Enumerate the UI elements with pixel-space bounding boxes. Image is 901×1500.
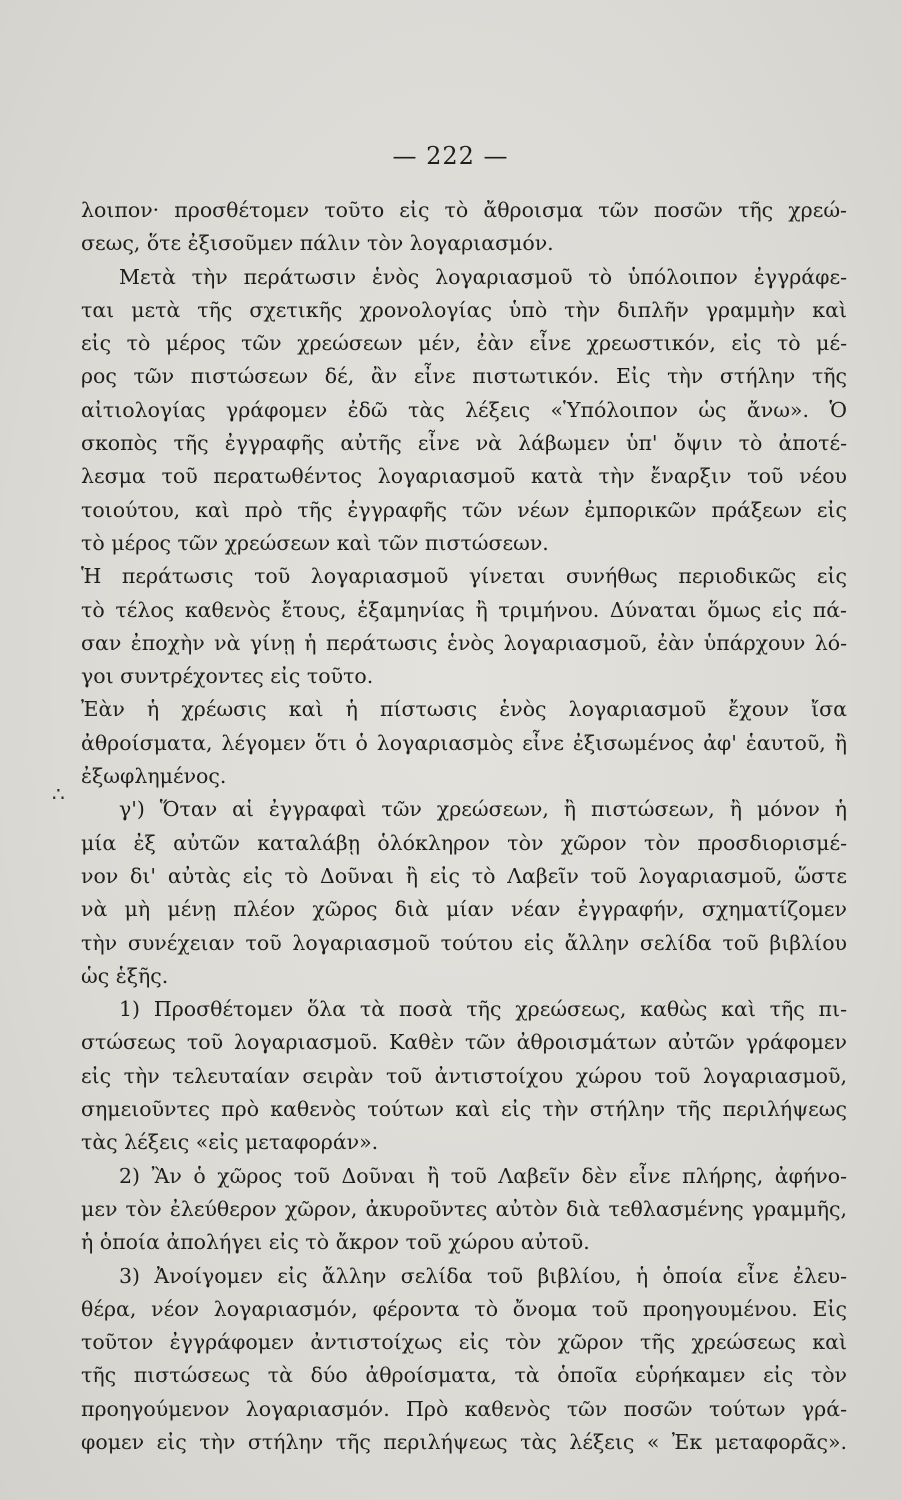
text-line: ὡς ἑξῆς.	[81, 963, 169, 988]
text-line: λοιπον· προσθέτομεν τοῦτο εἰς τὸ ἄθροισμα τῶν ποσῶν τῆς χρεώ-	[81, 198, 847, 222]
text-line: στώσεως τοῦ λογαριασμοῦ. Καθὲν τῶν ἀθροισμάτων αὐτῶν γράφομεν	[81, 1030, 847, 1055]
text-line: εἰς τὴν τελευταίαν σειρὰν τοῦ ἀντιστοίχου χώρου τοῦ λογαριασμοῦ,	[81, 1063, 847, 1088]
text-line: 1) Προσθέτομεν ὅλα τὰ ποσὰ τῆς χρεώσεως, καθὼς καὶ τῆς πι-	[119, 997, 847, 1022]
text-line: Ἡ περάτωσις τοῦ λογαριασμοῦ γίνεται συνήθως περιοδικῶς εἰς	[81, 564, 847, 589]
text-line: νον δι' αὐτὰς εἰς τὸ Δοῦναι ἢ εἰς τὸ Λαβεῖν τοῦ λογαριασμοῦ, ὥστε	[81, 863, 847, 888]
text-line: 3) Ἀνοίγομεν εἰς ἄλλην σελίδα τοῦ βιβλίου, ἡ ὁποία εἶνε ἐλευ-	[119, 1263, 847, 1288]
text-line: σκοπὸς τῆς ἐγγραφῆς αὐτῆς εἶνε νὰ λάβωμεν ὑπ' ὄψιν τὸ ἀποτέ-	[81, 431, 847, 456]
text-line: εἰς τὸ μέρος τῶν χρεώσεων μέν, ἐὰν εἶνε χρεωστικόν, εἰς τὸ μέ-	[81, 331, 847, 356]
text-line: μία ἐξ αὐτῶν καταλάβῃ ὁλόκληρον τὸν χῶρον τὸν προσδιορισμέ-	[81, 830, 847, 855]
text-line: σημειοῦντες πρὸ καθενὸς τούτων καὶ εἰς τὴν στήλην τῆς περιλήψεως	[81, 1097, 847, 1122]
text-line: Μετὰ τὴν περάτωσιν ἑνὸς λογαριασμοῦ τὸ ὑπόλοιπον ἐγγράφε-	[119, 264, 847, 289]
text-line: 2) Ἂν ὁ χῶρος τοῦ Δοῦναι ἢ τοῦ Λαβεῖν δὲν εἶνε πλήρης, ἀφήνο-	[119, 1163, 847, 1188]
text-line: ἐξωφλημένος.	[81, 764, 227, 789]
text-line: γ') Ὅταν αἱ ἐγγραφαὶ τῶν χρεώσεων, ἢ πιστώσεων, ἢ μόνον ἡ	[119, 797, 847, 822]
text-line: θέρα, νέον λογαριασμόν, φέροντα τὸ ὄνομα τοῦ προηγουμένου. Εἰς	[81, 1296, 847, 1321]
text-line: νὰ μὴ μένῃ πλέον χῶρος διὰ μίαν νέαν ἐγγραφήν, σχηματίζομεν	[81, 897, 847, 922]
text-line: σεως, ὅτε ἐξισοῦμεν πάλιν τὸν λογαριασμόν.	[81, 231, 554, 256]
text-line: προηγούμενον λογαριασμόν. Πρὸ καθενὸς τῶν ποσῶν τούτων γρά-	[81, 1396, 847, 1421]
text-line: λεσμα τοῦ περατωθέντος λογαριασμοῦ κατὰ τὴν ἔναρξιν τοῦ νέου	[81, 464, 847, 489]
text-line: τοῦτον ἐγγράφομεν ἀντιστοίχως εἰς τὸν χῶρον τῆς χρεώσεως καὶ	[81, 1330, 847, 1355]
text-line: μεν τὸν ἐλεύθερον χῶρον, ἀκυροῦντες αὐτὸν διὰ τεθλασμένης γραμμῆς,	[81, 1196, 847, 1221]
text-line: τῆς πιστώσεως τὰ δύο ἀθροίσματα, τὰ ὁποῖα εὑρήκαμεν εἰς τὸν	[81, 1363, 847, 1388]
text-line: τὸ τέλος καθενὸς ἔτους, ἑξαμηνίας ἢ τριμήνου. Δύναται ὅμως εἰς πά-	[81, 597, 847, 622]
text-line: φομεν εἰς τὴν στήλην τῆς περιλήψεως τὰς λέξεις « Ἐκ μεταφορᾶς».	[81, 1429, 847, 1454]
text-line: τοιούτου, καὶ πρὸ τῆς ἐγγραφῆς τῶν νέων ἐμπορικῶν πράξεων εἰς	[81, 497, 847, 522]
text-line: ται μετὰ τῆς σχετικῆς χρονολογίας ὑπὸ τὴν διπλῆν γραμμὴν καὶ	[81, 297, 847, 322]
text-line: αἰτιολογίας γράφομεν ἐδῶ τὰς λέξεις «Ὑπόλοιπον ὡς ἄνω». Ὁ	[81, 397, 847, 422]
text-line: ρος τῶν πιστώσεων δέ, ἂν εἶνε πιστωτικόν. Εἰς τὴν στήλην τῆς	[81, 364, 847, 389]
text-line: τὴν συνέχειαν τοῦ λογαριασμοῦ τούτου εἰς ἄλλην σελίδα τοῦ βιβλίου	[81, 930, 847, 955]
text-line: ἀθροίσματα, λέγομεν ὅτι ὁ λογαριασμὸς εἶνε ἐξισωμένος ἀφ' ἑαυτοῦ, ἢ	[81, 730, 847, 755]
text-line: ἡ ὁποία ἀπολήγει εἰς τὸ ἄκρον τοῦ χώρου αὐτοῦ.	[81, 1230, 590, 1255]
text-line: γοι συντρέχοντες εἰς τοῦτο.	[81, 664, 374, 689]
text-line: Ἐὰν ἡ χρέωσις καὶ ἡ πίστωσις ἑνὸς λογαριασμοῦ ἔχουν ἴσα	[81, 697, 847, 722]
text-line: σαν ἐποχὴν νὰ γίνῃ ἡ περάτωσις ἑνὸς λογαριασμοῦ, ἐὰν ὑπάρχουν λό-	[81, 630, 847, 655]
text-line: τὰς λέξεις «εἰς μεταφοράν».	[81, 1130, 379, 1155]
page-number: — 222 —	[392, 142, 509, 170]
margin-mark: ∴	[52, 782, 65, 806]
text-line: τὸ μέρος τῶν χρεώσεων καὶ τῶν πιστώσεων.	[81, 530, 549, 555]
body-text	[81, 194, 847, 1459]
